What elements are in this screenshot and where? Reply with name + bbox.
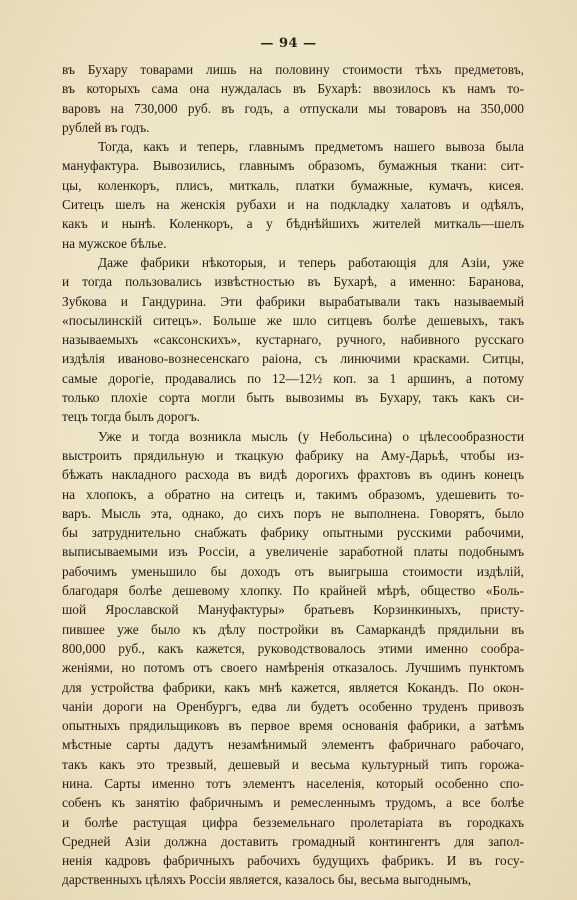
text-line: называемыхъ «саксонскихъ», кустарнаго, ручного, набивного русскаго: [62, 332, 524, 348]
text-line: собенъ къ занятію фабричнымъ и ремесленнымъ трудомъ, а все болѣе: [62, 795, 524, 811]
text-line: выстроить прядильную и ткацкую фабрику на Аму-Дарьѣ, чтобы из-: [62, 447, 524, 463]
text-line: тецъ тогда былъ дорогъ.: [62, 409, 200, 425]
text-line: варъ. Мысль эта, однако, до сихъ поръ не выполнена. Говорятъ, было: [62, 505, 524, 521]
text-line: ненія кадровъ фабричныхъ рабочихъ будущихъ фабрикъ. И въ госу-: [62, 853, 524, 869]
text-line: издѣлія иваново-вознесенскаго раіона, съ линючими красками. Ситцы,: [62, 351, 524, 367]
text-line: нина. Сарты именно тотъ элементъ населенія, который особенно спо-: [62, 775, 524, 791]
text-line: дарственныхъ цѣляхъ Россіи является, казалось бы, весьма выгоднымъ,: [62, 872, 472, 888]
text-line: пившее уже было къ дѣлу постройки въ Самаркандѣ прядильни въ: [62, 621, 524, 637]
text-line: выписываемыми изъ Россіи, а увеличеніе заработной платы подобнымъ: [62, 544, 524, 560]
text-line: женіями, но потомъ отъ своего намѣренія отказалось. Лучшимъ пунктомъ: [62, 660, 524, 676]
text-line: Зубкова и Гандурина. Эти фабрики вырабатывали такъ называемый: [62, 293, 524, 309]
text-line: рублей въ годъ.: [62, 119, 150, 135]
text-line: на хлопокъ, а обратно на ситецъ и, такимъ образомъ, удешевить то-: [62, 486, 524, 502]
body-text: [62, 60, 524, 890]
text-line: цы, коленкоръ, плисъ, миткаль, платки бумажные, кумачъ, кисея.: [62, 177, 524, 193]
text-line: 800,000 руб., какъ кажется, руководствовалось этими именно сообра-: [62, 640, 524, 656]
text-line: только плохіе сорта могли быть вывозимы въ Бухару, такъ какъ си-: [62, 390, 524, 406]
text-line: Средней Азіи должна доставить громадный контингентъ для запол-: [62, 833, 524, 849]
text-line: чаніи дороги на Оренбургъ, едва ли будетъ особенно труденъ привозъ: [62, 698, 524, 714]
text-line: для устройства фабрики, какъ мнѣ кажется, является Кокандъ. По окон-: [62, 679, 524, 695]
text-line: шой Ярославской Мануфактуры» братьевъ Корзинкиныхъ, присту-: [62, 602, 524, 618]
paragraph: [62, 253, 524, 427]
text-line: и тогда пользовались извѣстностью въ Бухарѣ, а именно: Баранова,: [62, 274, 524, 290]
text-line: какъ и нынѣ. Коленкоръ, а у бѣднѣйшихъ жителей миткаль—шелъ: [62, 216, 524, 232]
paragraph: [62, 137, 524, 253]
text-line: мануфактура. Вывозились, главнымъ образомъ, бумажныя ткани: сит-: [62, 158, 524, 174]
paragraph: [62, 60, 524, 137]
text-line: мѣстные сарты дадутъ незамѣнимый элементъ фабричнаго рабочаго,: [62, 737, 524, 753]
text-line: рабочимъ уменьшило бы доходъ отъ выигрыша стоимости издѣлій,: [62, 563, 524, 579]
text-line: опытныхъ прядильщиковъ въ первое время основанія фабрики, а затѣмъ: [62, 718, 524, 734]
text-line: въ которыхъ сама она нуждалась въ Бухарѣ: ввозилось къ намъ то-: [62, 81, 524, 97]
text-line: варовъ на 730,000 руб. въ годъ, а отпускали мы товаровъ на 350,000: [62, 100, 524, 116]
text-line: благодаря болѣе дешевому хлопку. По крайней мѣрѣ, общество «Боль-: [62, 583, 524, 599]
text-line: Даже фабрики нѣкоторыя, и теперь работающія для Азіи, уже: [98, 254, 524, 270]
text-line: «посылинскій ситецъ». Больше же шло ситцевъ болѣе дешевыхъ, такъ: [62, 312, 524, 328]
text-line: на мужское бѣлье.: [62, 235, 167, 251]
text-line: такъ какъ это трезвый, дешевый и весьма культурный типъ горожа-: [62, 756, 524, 772]
paragraph: [62, 427, 524, 890]
text-line: Ситецъ шелъ на женскія рубахи и на подкладку халатовъ и одѣялъ,: [62, 197, 524, 213]
text-line: въ Бухару товарами лишь на половину стоимости тѣхъ предметовъ,: [62, 62, 524, 77]
text-line: бѣжать накладного расхода въ видѣ дорогихъ фрахтовъ въ одинъ конецъ: [62, 467, 524, 483]
page-number: — 94 —: [260, 36, 317, 51]
text-line: самые дорогіе, продавались по 12—12½ коп. за 1 аршинъ, а потому: [62, 370, 524, 386]
text-line: Уже и тогда возникла мысль (у Небольсина) о цѣлесообразности: [98, 428, 524, 444]
text-line: и болѣе растущая цифра безземельнаго пролетаріата въ городкахъ: [62, 814, 524, 830]
text-line: Тогда, какъ и теперь, главнымъ предметомъ нашего вывоза была: [98, 139, 524, 155]
text-line: бы затруднительно снабжать фабрику опытными русскими рабочими,: [62, 525, 524, 541]
